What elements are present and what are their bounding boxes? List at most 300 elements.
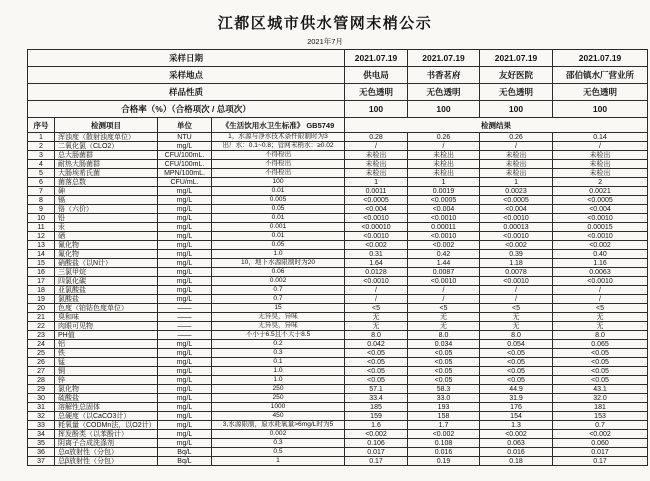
row-no: 14 [28,250,55,259]
table-row [28,367,648,376]
table-row [28,250,648,259]
item-standard: 0.01 [212,214,345,223]
item-name: 铬（六价） [55,205,158,214]
row-no: 37 [28,457,55,466]
result-value: 32.0 [553,394,648,403]
result-value: 176 [480,403,553,412]
result-value: <0.002 [553,241,648,250]
item-name: 铁 [55,349,158,358]
info-row-value: 2021.07.19 [480,50,553,67]
table-row [28,304,648,313]
result-value: / [345,286,408,295]
result-value: 57.1 [345,385,408,394]
info-row-value: 100 [553,101,648,118]
item-unit: —— [158,304,212,313]
column-header-row [28,118,648,133]
col-header-results: 检测结果 [345,118,648,133]
row-no: 21 [28,313,55,322]
result-value: <0.0005 [553,196,648,205]
result-value: <0.0005 [408,196,480,205]
info-row-label: 采样地点 [28,67,345,84]
result-value: <0.05 [553,349,648,358]
result-value: 0.042 [345,340,408,349]
result-value: 1 [480,178,553,187]
result-value: <0.0010 [345,277,408,286]
item-name: 耐热大肠菌群 [55,160,158,169]
result-value: 58.3 [408,385,480,394]
row-no: 3 [28,151,55,160]
item-name: 锰 [55,358,158,367]
result-value: 0.14 [553,133,648,142]
table-row [28,151,648,160]
table-row [28,277,648,286]
item-standard: 0.2 [212,340,345,349]
item-name: 耗氧量（CODMn法，以O2计） [55,421,158,430]
result-value: <0.0010 [408,277,480,286]
row-no: 15 [28,259,55,268]
item-name: 总α放射性（分包） [55,448,158,457]
item-name: 氟化物 [55,250,158,259]
result-value: <5 [480,304,553,313]
result-value: <0.0010 [480,277,553,286]
result-value: <0.002 [480,430,553,439]
result-value: 8.0 [345,331,408,340]
table-row [28,295,648,304]
item-unit: mg/L [158,385,212,394]
row-no: 27 [28,367,55,376]
item-standard: 1.0 [212,376,345,385]
result-value: 0.0087 [408,268,480,277]
info-row-value: 无色透明 [408,84,480,101]
item-name: 色度（铂钴色度单位） [55,304,158,313]
item-unit: mg/L [158,295,212,304]
item-standard: 100 [212,178,345,187]
row-no: 32 [28,412,55,421]
item-unit: CFU/100mL. [158,160,212,169]
table-row [28,169,648,178]
item-unit: mg/L [158,241,212,250]
item-name: 硒 [55,232,158,241]
item-name: 二氧化氯（CLO2） [55,142,158,151]
result-value: 154 [480,412,553,421]
item-unit: mg/L [158,187,212,196]
row-no: 23 [28,331,55,340]
info-row-value: 100 [408,101,480,118]
table-row [28,286,648,295]
table-row [28,196,648,205]
row-no: 19 [28,295,55,304]
result-value: 0.00011 [408,223,480,232]
result-value: <0.0005 [345,196,408,205]
result-value: <0.05 [480,376,553,385]
result-value: 0.108 [408,439,480,448]
item-name: 臭和味 [55,313,158,322]
info-row-label: 合格率（%）（合格项次 / 总项次） [28,101,345,118]
result-value: / [408,142,480,151]
result-value: <0.0005 [480,196,553,205]
info-row-value: 2021.07.19 [553,50,648,67]
item-standard: 0.01 [212,187,345,196]
table-row [28,214,648,223]
item-name: 汞 [55,223,158,232]
item-name: 四氯化碳 [55,277,158,286]
result-value: <0.05 [480,367,553,376]
result-value: 44.9 [480,385,553,394]
item-name: 菌落总数 [55,178,158,187]
item-unit: mg/L [158,196,212,205]
item-name: 氯化物 [55,385,158,394]
table-row [28,142,648,151]
result-value: 未检出 [345,151,408,160]
result-value: 0.016 [480,448,553,457]
result-value: 1 [408,178,480,187]
item-unit: CFU/mL. [158,178,212,187]
item-standard: 3,水源限制，原水耗氧量>6mg/L时为5 [212,421,345,430]
result-value: 无 [345,313,408,322]
result-value: <0.0010 [345,214,408,223]
row-no: 2 [28,142,55,151]
result-value: 1.44 [408,259,480,268]
result-value: <0.004 [553,205,648,214]
item-standard: 250 [212,394,345,403]
item-name: PH值 [55,331,158,340]
result-value: 未检出 [408,160,480,169]
result-value: <0.0010 [408,232,480,241]
table-row [28,223,648,232]
item-standard: 0.5 [212,448,345,457]
result-value: <0.05 [408,349,480,358]
result-value: / [345,142,408,151]
result-value: / [480,142,553,151]
result-value: <0.05 [553,358,648,367]
row-no: 20 [28,304,55,313]
item-unit: mg/L [158,358,212,367]
result-value: 未检出 [480,151,553,160]
row-no: 33 [28,421,55,430]
result-value: 0.017 [553,448,648,457]
item-standard: 0.06 [212,268,345,277]
result-value: 0.034 [408,340,480,349]
result-value: 159 [345,412,408,421]
item-unit: mg/L [158,439,212,448]
result-value: <0.0010 [408,214,480,223]
info-row-value: 100 [480,101,553,118]
result-value: 无 [408,313,480,322]
item-standard: 0.002 [212,277,345,286]
result-value: <0.004 [345,205,408,214]
result-value: <5 [408,304,480,313]
table-row [28,205,648,214]
result-value: 43.1 [553,385,648,394]
table-row [28,340,648,349]
result-value: 0.065 [553,340,648,349]
row-no: 30 [28,394,55,403]
item-name: 挥发酚类（以苯酚计） [55,430,158,439]
item-name: 总β放射性（分包） [55,457,158,466]
row-no: 31 [28,403,55,412]
table-row [28,178,648,187]
result-value: 0.054 [480,340,553,349]
row-no: 5 [28,169,55,178]
result-value: 无 [553,322,648,331]
row-no: 11 [28,223,55,232]
result-value: 0.060 [553,439,648,448]
result-value: 193 [408,403,480,412]
result-value: 未检出 [345,169,408,178]
table-row [28,457,648,466]
result-value: 0.0063 [553,268,648,277]
result-value: 181 [553,403,648,412]
info-row-label: 样品性质 [28,84,345,101]
item-unit: mg/L [158,268,212,277]
item-unit: mg/L [158,286,212,295]
row-no: 28 [28,376,55,385]
result-value: 0.26 [480,133,553,142]
item-standard: 1.0 [212,250,345,259]
table-row [28,259,648,268]
item-standard: 0.002 [212,430,345,439]
result-value: <0.002 [345,430,408,439]
result-value: 0.7 [553,421,648,430]
row-no: 35 [28,439,55,448]
item-unit: mg/L [158,403,212,412]
result-value: <0.0010 [480,232,553,241]
water-quality-table [27,49,648,466]
result-value: 无 [345,322,408,331]
item-standard: 0.7 [212,286,345,295]
row-no: 7 [28,187,55,196]
result-value: 0.0078 [480,268,553,277]
table-row [28,313,648,322]
result-value: 无 [480,313,553,322]
item-name: 锌 [55,376,158,385]
table-row [28,133,648,142]
info-row-value: 2021.07.19 [345,50,408,67]
result-value: 无 [408,322,480,331]
table-row [28,160,648,169]
info-row-value: 邵伯镇水厂营业所 [553,67,648,84]
item-name: 氰化物 [55,241,158,250]
result-value: 0.17 [345,457,408,466]
item-standard: 1000 [212,403,345,412]
item-unit: NTU [158,133,212,142]
item-name: 铅 [55,214,158,223]
result-value: 33.0 [408,394,480,403]
result-value: <0.05 [345,376,408,385]
table-row [28,385,648,394]
item-unit: mg/L [158,214,212,223]
info-row-value: 无色透明 [553,84,648,101]
table-row [28,448,648,457]
result-value: / [553,142,648,151]
result-value: 1.64 [345,259,408,268]
table-row [28,322,648,331]
item-name: 总大肠菌群 [55,151,158,160]
item-standard: 0.001 [212,223,345,232]
item-unit: CFU/100mL. [158,151,212,160]
table-row [28,394,648,403]
item-standard: 0.05 [212,241,345,250]
table-row [28,187,648,196]
result-value: <0.05 [345,349,408,358]
item-unit: Bq/L [158,448,212,457]
table-row [28,358,648,367]
result-value: 0.19 [408,457,480,466]
item-name: 溶解性总固体 [55,403,158,412]
item-name: 镉 [55,196,158,205]
result-value: 0.28 [345,133,408,142]
row-no: 25 [28,349,55,358]
result-value: 无 [480,322,553,331]
result-value: <0.0010 [553,214,648,223]
result-value: 153 [553,412,648,421]
result-value: <0.002 [408,241,480,250]
result-value: <0.05 [408,358,480,367]
result-value: 31.9 [480,394,553,403]
row-no: 26 [28,358,55,367]
result-value: <0.004 [408,205,480,214]
result-value: <0.05 [345,358,408,367]
item-unit: mg/L [158,376,212,385]
item-standard: 0.01 [212,232,345,241]
result-value: <0.05 [408,376,480,385]
info-row-value: 供电局 [345,67,408,84]
item-name: 肉眼可见物 [55,322,158,331]
row-no: 34 [28,430,55,439]
item-name: 铜 [55,367,158,376]
item-name: 氯酸盐 [55,295,158,304]
result-value: 1.6 [345,421,408,430]
result-value: 0.39 [480,250,553,259]
result-value: 1.16 [553,259,648,268]
info-row-value: 无色透明 [345,84,408,101]
item-name: 硝酸盐（以N计） [55,259,158,268]
item-unit: mg/L [158,277,212,286]
info-body [28,50,648,118]
result-value: 8.0 [480,331,553,340]
result-value: 未检出 [553,151,648,160]
result-value: 0.0019 [408,187,480,196]
item-unit: mg/L [158,142,212,151]
table-row [28,421,648,430]
result-value: 0.016 [408,448,480,457]
result-value: 未检出 [553,169,648,178]
item-standard: 250 [212,385,345,394]
item-standard: 0.1 [212,358,345,367]
item-name: 亚氯酸盐 [55,286,158,295]
info-row-value: 2021.07.19 [408,50,480,67]
result-value: 33.4 [345,394,408,403]
item-standard: 0.7 [212,295,345,304]
info-row-label: 采样日期 [28,50,345,67]
item-name: 三氯甲烷 [55,268,158,277]
result-value: <0.00010 [345,223,408,232]
result-value: 无 [553,313,648,322]
item-name: 硫酸盐 [55,394,158,403]
row-no: 16 [28,268,55,277]
result-value: 8.0 [553,331,648,340]
result-value: 8.0 [408,331,480,340]
info-row [28,50,648,67]
table-row [28,376,648,385]
item-standard: 不得检出 [212,169,345,178]
table-row [28,403,648,412]
result-value: 0.017 [345,448,408,457]
result-value: <0.05 [345,367,408,376]
col-header-standard: 《生活饮用水卫生标准》 GB5749 [212,118,345,133]
info-row-value: 100 [345,101,408,118]
result-value: 2 [553,178,648,187]
table-row [28,241,648,250]
item-standard: 10，地下水源限制时为20 [212,259,345,268]
result-value: 1.18 [480,259,553,268]
item-standard: 15 [212,304,345,313]
result-value: <0.05 [553,376,648,385]
result-value: 1.7 [408,421,480,430]
row-no: 8 [28,196,55,205]
row-no: 4 [28,160,55,169]
info-row [28,67,648,84]
item-unit: MPN/100mL. [158,169,212,178]
row-no: 13 [28,241,55,250]
result-value: 0.26 [408,133,480,142]
item-unit: mg/L [158,412,212,421]
item-standard: 1.0 [212,367,345,376]
result-value: 未检出 [408,169,480,178]
item-unit: mg/L [158,394,212,403]
table-row [28,430,648,439]
result-value: 0.0023 [480,187,553,196]
table-row [28,412,648,421]
result-value: 1 [345,178,408,187]
result-value: 0.17 [553,457,648,466]
result-value: <0.0010 [553,277,648,286]
item-unit: mg/L [158,367,212,376]
item-unit: —— [158,331,212,340]
info-row [28,84,648,101]
result-value: <0.002 [480,241,553,250]
item-standard: 0.3 [212,349,345,358]
result-value: / [480,295,553,304]
result-value: 未检出 [408,151,480,160]
table-row [28,331,648,340]
result-value: <0.002 [553,430,648,439]
item-name: 浑浊度（散射浊度单位） [55,133,158,142]
result-value: 未检出 [480,169,553,178]
row-no: 36 [28,448,55,457]
item-standard: 不得检出 [212,160,345,169]
result-value: 未检出 [553,160,648,169]
result-value: 未检出 [345,160,408,169]
row-no: 22 [28,322,55,331]
result-value: 0.0011 [345,187,408,196]
info-row-value: 书香茗府 [408,67,480,84]
item-unit: mg/L [158,349,212,358]
item-unit: mg/L [158,205,212,214]
item-unit: mg/L [158,340,212,349]
item-name: 砷 [55,187,158,196]
item-standard: 0.05 [212,205,345,214]
row-no: 24 [28,340,55,349]
result-value: <0.002 [408,430,480,439]
result-value: 0.063 [480,439,553,448]
item-standard: 不得检出 [212,151,345,160]
result-value: 0.00013 [480,223,553,232]
result-value: / [345,295,408,304]
item-name: 总硬度（以CaCO3计） [55,412,158,421]
result-value: 未检出 [480,160,553,169]
item-unit: —— [158,313,212,322]
